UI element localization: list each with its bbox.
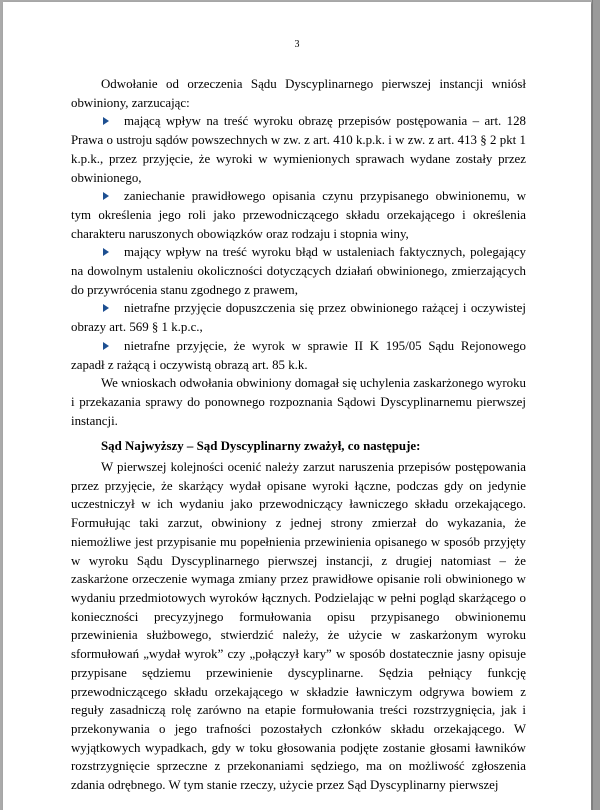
bullet-item	[71, 299, 526, 336]
body-paragraph: W pierwszej kolejności ocenić należy zarzut naruszenia przepisów postępowania przez przyjęcie, że skarżący wydał opisane wyroki łączne, podczas gdy on jedynie uczestniczył w ich wydaniu jako przewodniczący ławniczego składu orzekającego. Formułując taki zarzut, obwiniony z jednej strony zmierzał do wykazania, że niemożliwe jest przypisanie mu popełnienia przewinienia opisanego w sposób przyjęty w wyroku Sądu Dyscyplinarnego pierwszej instancji, z drugiej natomiast – że zaskarżone orzeczenie wymaga zmiany przez prawidłowe opisanie roli obwinionego w wydaniu przedmiotowych wyroków łącznych. Podzielając w pełni pogląd skarżącego o konieczności precyzyjnego formułowania opisu przypisanego obwinionemu przewinienia służbowego, stwierdzić należy, że użycie w zaskarżonym wyroku sformułowań „wydał wyrok” czy „połączył kary” w sposób dostatecznie jasny opisuje przypisane sędziemu przewinienie dyscyplinarne. Sędzia pełniący funkcję przewodniczącego składu orzekającego w składzie ławniczym odgrywa bowiem z reguły zasadniczą rolę zarówno na etapie formułowania treści rozstrzygnięcia, jak i przekonywania o jego trafności pozostałych członków składu orzekającego. W wyjątkowych wypadkach, gdy w toku głosowania podjęte zostanie głosami ławników rozstrzygnięcie sprzeczne z przekonaniami sędziego, ma on możliwość zgłoszenia zdania odrębnego. W tym stanie rzeczy, użycie przez Sąd Dyscyplinarny pierwszej	[71, 460, 526, 793]
bullet-item	[71, 187, 526, 243]
bullet-text: mającą wpływ na treść wyroku obrazę przepisów postępowania – art. 128 Prawa o ustroju sądów powszechnych w zw. z art. 410 k.p.k. i w zw. z art. 413 § 2 pkt 1 k.p.k., przez przyjęcie, że wyroki w wymienionych sprawach wydane zostały przez obwinionego,	[71, 114, 526, 185]
arrow-bullet-icon	[103, 192, 109, 200]
viewer-scrollbar[interactable]	[592, 0, 600, 810]
page-number: 3	[294, 39, 300, 50]
bullet-item	[71, 243, 526, 299]
bullet-text: nietrafne przyjęcie dopuszczenia się przez obwinionego rażącej i oczywistej obrazy art. 569 § 1 k.p.c.,	[71, 301, 526, 335]
bullet-text: zaniechanie prawidłowego opisania czynu przypisanego obwinionemu, w tym określenia jego roli jako przewodniczącego składu orzekającego i określenia charakteru naruszonych obowiązków oraz rodzaju i stopnia winy,	[71, 189, 526, 241]
bullet-item	[71, 337, 526, 374]
page-content	[71, 75, 526, 795]
bullet-item	[71, 112, 526, 187]
arrow-bullet-icon	[103, 117, 109, 125]
arrow-bullet-icon	[103, 304, 109, 312]
arrow-bullet-icon	[103, 342, 109, 350]
section-heading: Sąd Najwyższy – Sąd Dyscyplinarny zważył, co następuje:	[101, 439, 421, 454]
arrow-bullet-icon	[103, 248, 109, 256]
bullet-text: mający wpływ na treść wyroku błąd w ustaleniach faktycznych, polegający na dowolnym ustaleniu okoliczności dotyczących działań obwinionego, zmierzających do przywrócenia stanu zgodnego z prawem,	[71, 245, 526, 297]
bullet-text: nietrafne przyjęcie, że wyrok w sprawie II K 195/05 Sądu Rejonowego zapadł z rażącą i oczywistą obrazą art. 85 k.k.	[71, 338, 526, 372]
motion-paragraph: We wnioskach odwołania obwiniony domagał się uchylenia zaskarżonego wyroku i przekazania sprawy do ponownego rozpoznania Sądowi Dyscyplinarnemu pierwszej instancji.	[71, 376, 526, 428]
intro-paragraph: Odwołanie od orzeczenia Sądu Dyscyplinarnego pierwszej instancji wniósł obwiniony, zarzucając:	[71, 77, 526, 110]
document-page	[3, 2, 591, 810]
